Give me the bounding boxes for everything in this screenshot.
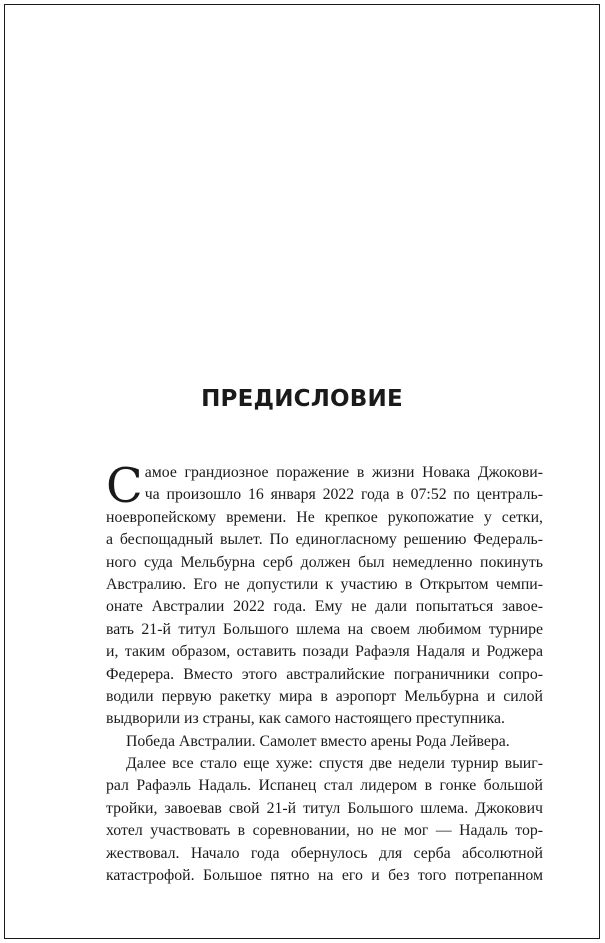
text-line: Австралию. Его не допустили к участию в Открытом чемпи- xyxy=(106,575,543,593)
text-line: и, таким образом, оставить позади Рафаэля Надаля и Роджера xyxy=(106,643,543,661)
text-line: ча произошло 16 января 2022 года в 07:52 по централь- xyxy=(144,486,543,504)
paragraph-2: Победа Австралии. Самолет вместо арены Рода Лейвера. xyxy=(126,732,510,750)
chapter-heading: ПРЕДИСЛОВИЕ xyxy=(201,386,403,412)
text-line: хотел участвовать в соревновании, но не мог — Надаль тор- xyxy=(106,822,543,840)
text-line: Федерера. Вместо этого австралийские пограничники сопро- xyxy=(106,665,543,683)
text-line: тройки, завоевав свой 21-й титул Большого шлема. Джокович xyxy=(106,799,543,817)
book-page xyxy=(4,4,600,939)
text-line: Далее все стало еще хуже: спустя две недели турнир выиг- xyxy=(126,755,543,773)
text-line: жествовал. Начало года обернулось для серба абсолютной xyxy=(106,844,543,862)
text-line: катастрофой. Большое пятно на его и без того потрепанном xyxy=(106,867,543,885)
text-line: водили первую ракетку мира в аэропорт Мельбурна и силой xyxy=(106,687,543,705)
text-line: амое грандиозное поражение в жизни Новака Джокови- xyxy=(144,464,543,481)
drop-cap: С xyxy=(106,458,143,514)
chapter-body xyxy=(106,458,543,887)
text-line: онате Австралии 2022 года. Ему не дали попытаться завое- xyxy=(106,598,543,616)
text-line: вать 21-й титул Большого шлема на своем любимом турнире xyxy=(106,620,543,638)
text-line: а беспощадный вылет. По единогласному решению Федераль- xyxy=(106,531,543,549)
text-line: выдворили из страны, как самого настоящего преступника. xyxy=(106,710,506,728)
text-line: ноевропейскому времени. Не крепкое рукопожатие у сетки, xyxy=(106,508,543,526)
text-line: рал Рафаэль Надаль. Испанец стал лидером в гонке большой xyxy=(106,777,543,795)
text-line: ного суда Мельбурна серб должен был немедленно покинуть xyxy=(106,553,543,571)
